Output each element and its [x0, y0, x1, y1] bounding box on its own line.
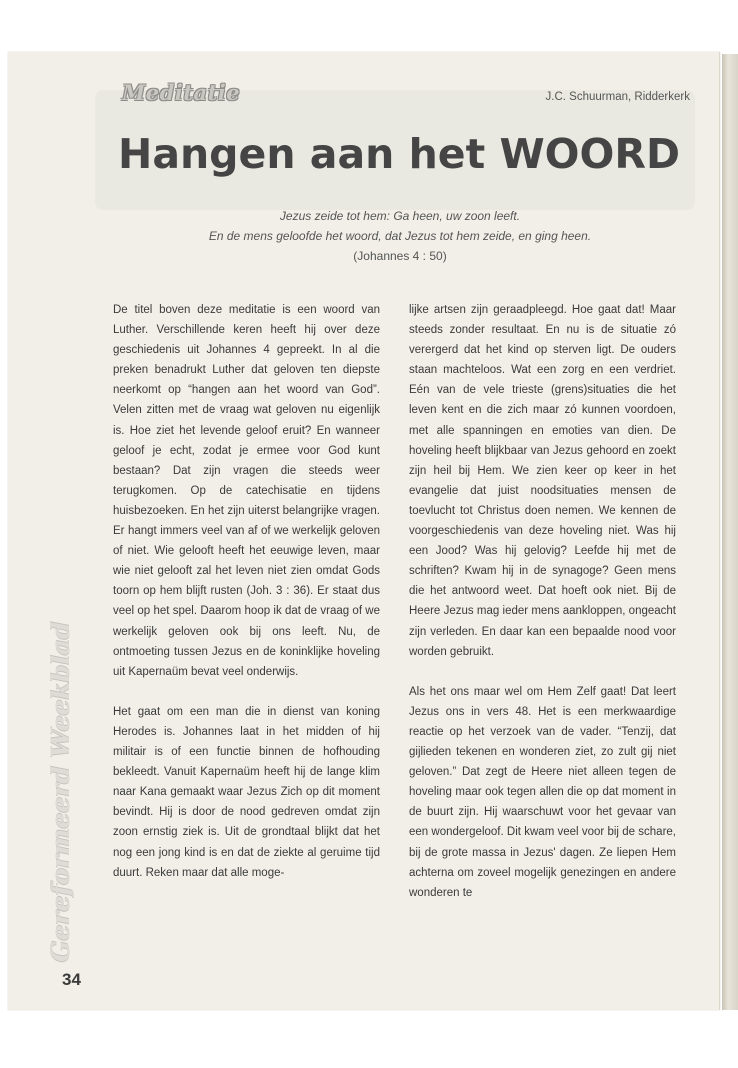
paragraph: Het gaat om een man die in dienst van koning Herodes is. Johannes laat in het midden of hij militair is of een functie binnen de hofhouding bekleedt. Vanuit Kapernaüm heeft hij de lange klim naar Kana gemaakt waar Jezus Zich op dit moment bevindt. Hij is door de nood gedreven omdat zijn zoon ernstig ziek is. Uit de grondtaal blijkt dat het nog een jong kind is en dat de ziekte al geruime tijd duurt. Reken maar dat alle moge- [113, 705, 380, 879]
section-label: Meditatie [122, 80, 241, 105]
page-number: 34 [62, 970, 81, 989]
article-title: Hangen aan het WOORD [118, 130, 680, 178]
author-line: J.C. Schuurman, Ridderkerk [545, 91, 690, 103]
paragraph: lijke artsen zijn geraadpleegd. Hoe gaat dat! Maar steeds zonder resultaat. En nu is de situatie zó verergerd dat het kind op sterven ligt. De ouders staan machteloos. Wat een zorg en een verdriet. Eén van de vele trieste (grens)situaties die het leven kent en die zich maar zó kunnen voordoen, met alle spanningen en emoties van dien. De hoveling heeft blijkbaar van Jezus gehoord en zoekt zijn heil bij Hem. We zien keer op keer in het evangelie dat juist noodsituaties mensen de toevlucht tot Christus doen nemen. We kennen de voorgeschiedenis van deze hoveling niet. Was hij een Jood? Was hij gelovig? Leefde hij met de schriften? Kwam hij in de synagoge? Geen mens die het antwoord weet. Dat hoeft ook niet. Bij de Heere Jezus mag ieder mens aankloppen, ongeacht zijn verleden. En daar kan een bepaalde nood voor worden gebruikt. [409, 304, 676, 658]
paragraph: Als het ons maar wel om Hem Zelf gaat! Dat leert Jezus ons in vers 48. Het is een merkwaardige reactie op het verzoek van de vader. “Tenzij, dat gijlieden tekenen en wonderen ziet, zo zult gij niet geloven.” Dat zegt de Heere niet alleen tegen de hoveling maar ook tegen allen die op dat moment in de buurt zijn. Hij waarschuwt voor het gevaar van een wondergeloof. Dit kwam veel voor bij de schare, bij de grote massa in Jezus' dagen. Ze liepen Hem achterna om zoveel mogelijk genezingen en andere wonderen te [409, 685, 676, 899]
epigraph [108, 206, 692, 266]
epigraph-reference: (Johannes 4 : 50) [353, 249, 447, 263]
text-column-left [113, 300, 380, 883]
text-column-right [409, 300, 676, 903]
epigraph-line: Jezus zeide tot hem: Ga heen, uw zoon leeft. [279, 209, 521, 223]
epigraph-line: En de mens geloofde het woord, dat Jezus tot hem zeide, en ging heen. [208, 229, 592, 243]
paragraph: De titel boven deze meditatie is een woord van Luther. Verschillende keren heeft hij over deze geschiedenis uit Johannes 4 gepreekt. In al die preken benadrukt Luther dat geloven ten diepste neerkomt op “hangen aan het woord van God”. Velen zitten met de vraag wat geloven nu eigenlijk is. Hoe ziet het levende geloof eruit? En wanneer geloof je echt, zodat je ermee voor God kunt bestaan? Dat zijn vragen die steeds weer terugkomen. Op de catechisatie en tijdens huisbezoeken. En het zijn uiterst belangrijke vragen. Er hangt immers veel van af of we werkelijk geloven of niet. Wie gelooft heeft het eeuwige leven, maar wie niet gelooft zal het leven niet zien omdat Gods toorn op hem blijft rusten (Joh. 3 : 36). Er staat dus veel op het spel. Daarom hoop ik dat de vraag of we werkelijk geloven ook bij ons leeft. Nu, de ontmoeting tussen Jezus en de koninklijke hoveling uit Kapernaüm bevat veel onderwijs. [113, 304, 380, 678]
publication-name: Gereformeerd Weekblad [46, 621, 75, 962]
next-page-edge [722, 54, 738, 1010]
